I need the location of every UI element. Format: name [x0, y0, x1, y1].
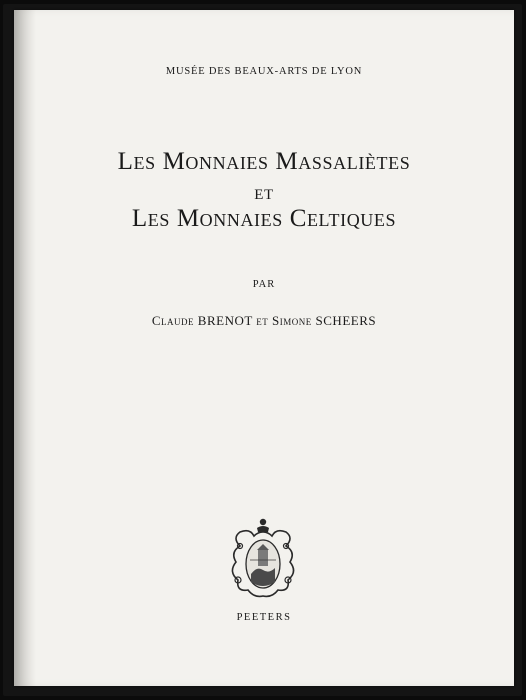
title-line-2: et — [254, 179, 274, 204]
museum-name: MUSÉE DES BEAUX-ARTS DE LYON — [165, 66, 363, 77]
by-label: PAR — [252, 279, 276, 290]
title-line-3: Les Monnaies Celtiques — [131, 205, 397, 232]
publisher-emblem-icon — [224, 516, 302, 604]
title-line-1: Les Monnaies Massaliètes — [117, 148, 411, 175]
authors: Claude BRENOT et Simone SCHEERS — [151, 313, 377, 328]
page-gutter-shadow — [14, 10, 36, 686]
publisher-name: PEETERS — [236, 612, 292, 623]
